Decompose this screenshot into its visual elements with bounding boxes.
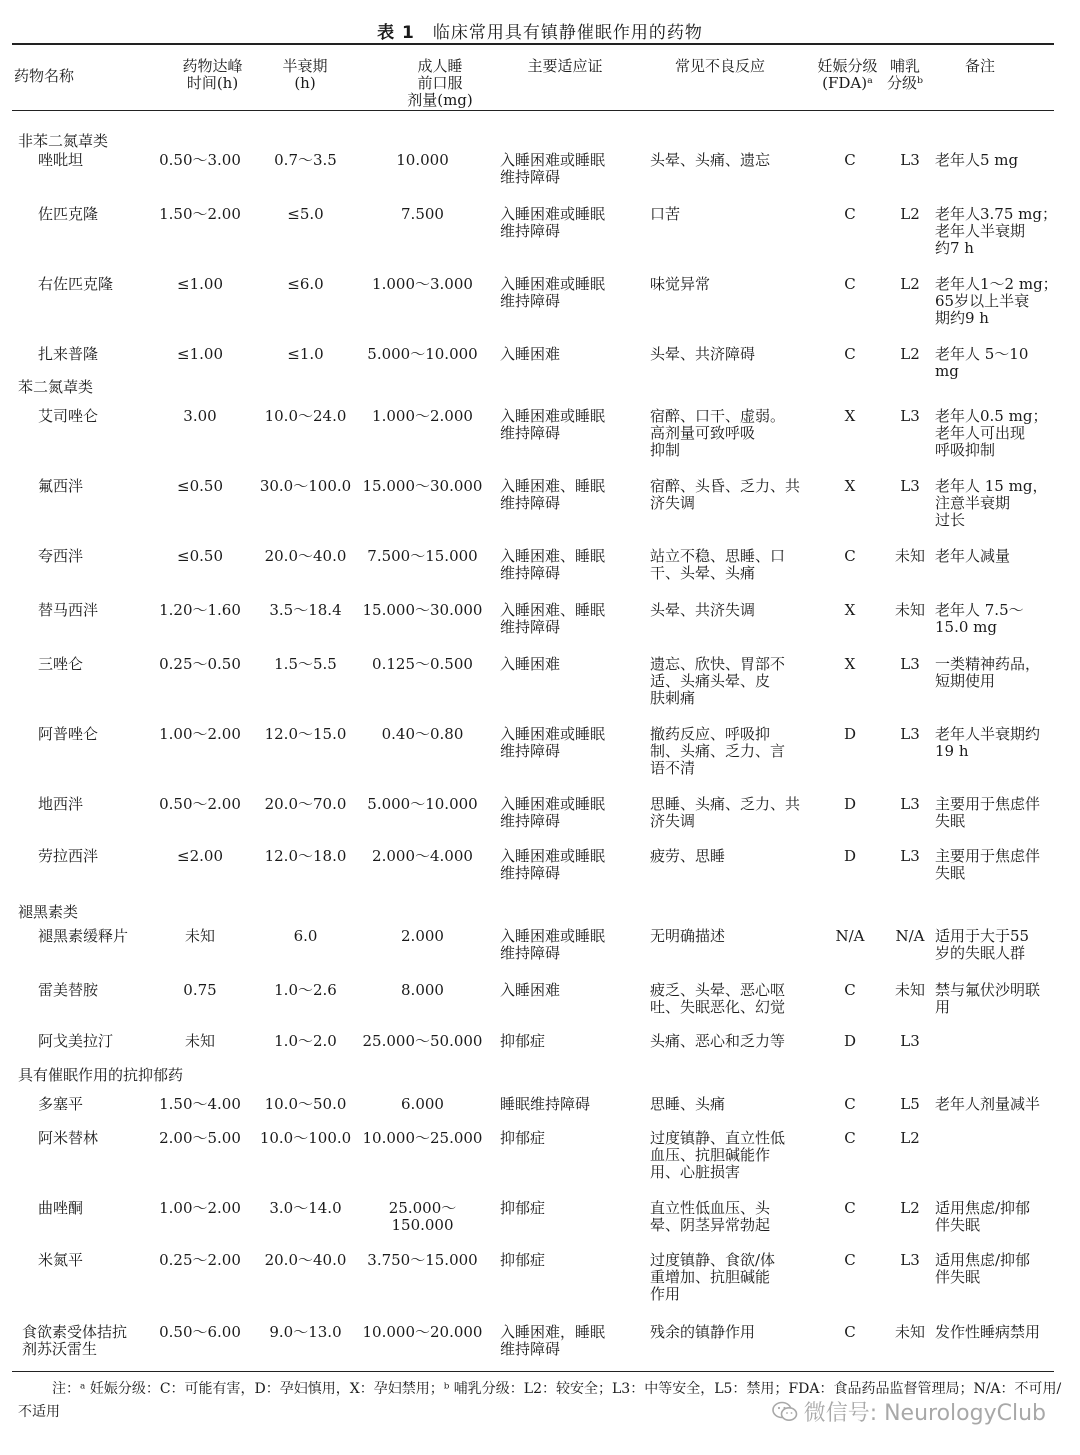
cell-remark: 适用焦虑/抑郁 伴失眠	[935, 1251, 1031, 1286]
cell-dose: 1.000～2.000	[372, 407, 473, 425]
cell-lactation-grade: L3	[900, 151, 920, 169]
cell-remark: 主要用于焦虑伴 失眠	[935, 795, 1041, 830]
cell-adverse-effects: 残余的镇静作用	[650, 1323, 756, 1341]
cell-lactation-grade: 未知	[894, 981, 925, 999]
cell-half-life: ≤1.0	[287, 345, 324, 363]
cell-adverse-effects: 头晕、共济失调	[650, 601, 756, 619]
cell-drug-name: 替马西泮	[38, 601, 99, 619]
cell-fda-grade: C	[844, 1129, 856, 1147]
table-title-text: 临床常用具有镇静催眠作用的药物	[432, 23, 703, 43]
cell-indication: 入睡困难或睡眠 维持障碍	[500, 205, 606, 240]
cell-drug-name: 艾司唑仑	[38, 407, 99, 425]
cell-dose: 0.40～0.80	[381, 725, 464, 743]
cell-fda-grade: C	[844, 1095, 856, 1113]
cell-fda-grade: C	[844, 547, 856, 565]
cell-dose: 7.500	[401, 205, 444, 223]
cell-indication: 入睡困难、睡眠 维持障碍	[500, 547, 606, 582]
category-heading: 具有催眠作用的抗抑郁药	[18, 1066, 184, 1084]
cell-fda-grade: C	[844, 205, 856, 223]
cell-adverse-effects: 思睡、头痛、乏力、共 济失调	[650, 795, 801, 830]
cell-lactation-grade: L2	[900, 205, 920, 223]
cell-fda-grade: X	[844, 407, 856, 425]
category-heading: 苯二氮䓬类	[18, 378, 94, 396]
column-header-half-life: 半衰期 (h)	[282, 57, 328, 92]
cell-peak-time: 未知	[184, 927, 215, 945]
category-heading: 非苯二氮䓬类	[18, 132, 109, 150]
cell-remark: 主要用于焦虑伴 失眠	[935, 847, 1041, 882]
cell-lactation-grade: L5	[900, 1095, 920, 1113]
cell-remark: 适用焦虑/抑郁 伴失眠	[935, 1199, 1031, 1234]
cell-lactation-grade: L3	[900, 847, 920, 865]
cell-adverse-effects: 遗忘、欣快、胃部不 适、头痛头晕、皮 肤刺痛	[650, 655, 786, 707]
cell-half-life: 20.0～40.0	[264, 547, 347, 565]
cell-lactation-grade: L3	[900, 725, 920, 743]
cell-drug-name: 扎来普隆	[38, 345, 99, 363]
cell-adverse-effects: 头晕、共济障碍	[650, 345, 756, 363]
cell-peak-time: 0.25～0.50	[159, 655, 241, 673]
cell-remark: 老年人0.5 mg； 老年人可出现 呼吸抑制	[935, 407, 1048, 459]
cell-indication: 入睡困难、睡眠 维持障碍	[500, 601, 606, 636]
top-rule	[12, 43, 1054, 45]
cell-peak-time: ≤0.50	[177, 477, 223, 495]
cell-half-life: 3.5～18.4	[269, 601, 342, 619]
column-header-drug-name: 药物名称	[14, 67, 75, 85]
cell-indication: 入睡困难或睡眠 维持障碍	[500, 725, 606, 760]
cell-dose: 6.000	[401, 1095, 444, 1113]
cell-peak-time: ≤0.50	[177, 547, 223, 565]
cell-adverse-effects: 味觉异常	[650, 275, 711, 293]
cell-remark: 老年人减量	[935, 547, 1011, 565]
cell-fda-grade: C	[844, 1323, 856, 1341]
cell-fda-grade: C	[844, 345, 856, 363]
cell-lactation-grade: N/A	[895, 927, 925, 945]
bottom-rule	[12, 1371, 1054, 1372]
cell-peak-time: 2.00～5.00	[159, 1129, 241, 1147]
cell-dose: 5.000～10.000	[367, 345, 478, 363]
cell-peak-time: 1.00～2.00	[159, 725, 241, 743]
cell-adverse-effects: 直立性低血压、头 晕、阴茎异常勃起	[650, 1199, 771, 1234]
cell-indication: 入睡困难或睡眠 维持障碍	[500, 407, 606, 442]
cell-indication: 入睡困难、睡眠 维持障碍	[500, 477, 606, 512]
header-rule	[12, 110, 1054, 111]
cell-lactation-grade: L2	[900, 345, 920, 363]
cell-indication: 抑郁症	[500, 1251, 546, 1269]
cell-indication: 抑郁症	[500, 1032, 546, 1050]
cell-dose: 15.000～30.000	[362, 477, 483, 495]
cell-peak-time: 3.00	[183, 407, 217, 425]
cell-remark: 一类精神药品， 短期使用	[935, 655, 1041, 690]
cell-indication: 入睡困难或睡眠 维持障碍	[500, 847, 606, 882]
cell-peak-time: ≤2.00	[177, 847, 223, 865]
cell-indication: 入睡困难或睡眠 维持障碍	[500, 275, 606, 310]
cell-lactation-grade: L3	[900, 1032, 920, 1050]
table-footnote: 注：ᵃ 妊娠分级：C：可能有害，D：孕妇慎用，X：孕妇禁用；ᵇ 哺乳分级：L2：较安全；L3：中等安全，L5：禁用；FDA：食品药品监督管理局；N/A：不可用/不适用	[18, 1381, 1062, 1420]
cell-half-life: 1.0～2.0	[274, 1032, 337, 1050]
category-heading: 褪黑素类	[18, 903, 79, 921]
cell-dose: 3.750～15.000	[367, 1251, 478, 1269]
cell-peak-time: 1.00～2.00	[159, 1199, 241, 1217]
cell-peak-time: 0.25～2.00	[159, 1251, 241, 1269]
cell-adverse-effects: 思睡、头痛	[650, 1095, 726, 1113]
cell-drug-name: 劳拉西泮	[38, 847, 99, 865]
cell-indication: 入睡困难	[500, 345, 561, 363]
cell-remark: 老年人 7.5～ 15.0 mg	[935, 601, 1024, 636]
column-header-peak-time: 药物达峰 时间(h)	[182, 57, 243, 92]
cell-remark: 老年人1～2 mg； 65岁以上半衰 期约9 h	[935, 275, 1058, 327]
cell-half-life: ≤6.0	[287, 275, 324, 293]
cell-half-life: 20.0～70.0	[264, 795, 347, 813]
cell-drug-name: 夸西泮	[38, 547, 84, 565]
cell-fda-grade: N/A	[835, 927, 865, 945]
cell-lactation-grade: 未知	[894, 601, 925, 619]
cell-indication: 入睡困难	[500, 981, 561, 999]
cell-fda-grade: X	[844, 477, 856, 495]
cell-drug-name: 食欲素受体拮抗 剂苏沃雷生	[22, 1323, 128, 1358]
cell-remark: 老年人剂量减半	[935, 1095, 1041, 1113]
cell-drug-name: 阿米替林	[38, 1129, 99, 1147]
cell-fda-grade: D	[843, 1032, 857, 1050]
cell-remark: 适用于大于55 岁的失眠人群	[935, 927, 1030, 962]
cell-fda-grade: C	[844, 1251, 856, 1269]
cell-remark: 老年人半衰期约 19 h	[935, 725, 1041, 760]
cell-half-life: 10.0～24.0	[264, 407, 347, 425]
cell-dose: 5.000～10.000	[367, 795, 478, 813]
table-label: 表 1	[377, 23, 415, 43]
table-title	[0, 18, 1080, 43]
cell-half-life: 12.0～15.0	[264, 725, 347, 743]
cell-remark: 老年人3.75 mg； 老年人半衰期 约7 h	[935, 205, 1057, 257]
column-header-adverse-effects: 常见不良反应	[674, 57, 765, 75]
column-header-remark: 备注	[964, 57, 995, 75]
cell-dose: 10.000	[396, 151, 449, 169]
cell-lactation-grade: L2	[900, 1199, 920, 1217]
cell-indication: 入睡困难或睡眠 维持障碍	[500, 151, 606, 186]
cell-indication: 抑郁症	[500, 1199, 546, 1217]
cell-fda-grade: X	[844, 601, 856, 619]
cell-dose: 7.500～15.000	[367, 547, 478, 565]
cell-adverse-effects: 口苦	[650, 205, 681, 223]
cell-dose: 25.000～50.000	[362, 1032, 483, 1050]
cell-half-life: ≤5.0	[287, 205, 324, 223]
cell-indication: 抑郁症	[500, 1129, 546, 1147]
cell-dose: 15.000～30.000	[362, 601, 483, 619]
cell-drug-name: 阿戈美拉汀	[38, 1032, 114, 1050]
cell-dose: 10.000～25.000	[362, 1129, 483, 1147]
cell-fda-grade: X	[844, 655, 856, 673]
cell-drug-name: 氟西泮	[38, 477, 84, 495]
cell-dose: 0.125～0.500	[372, 655, 473, 673]
watermark-text: 微信号: NeurologyClub	[803, 1401, 1046, 1426]
cell-peak-time: ≤1.00	[177, 275, 223, 293]
cell-drug-name: 多塞平	[38, 1095, 84, 1113]
cell-dose: 8.000	[401, 981, 444, 999]
cell-lactation-grade: L2	[900, 1129, 920, 1147]
column-header-indication: 主要适应证	[527, 57, 603, 75]
cell-fda-grade: D	[843, 725, 857, 743]
cell-peak-time: ≤1.00	[177, 345, 223, 363]
cell-adverse-effects: 宿醉、头昏、乏力、共 济失调	[650, 477, 801, 512]
watermark	[772, 1396, 1046, 1427]
cell-peak-time: 未知	[184, 1032, 215, 1050]
cell-lactation-grade: L3	[900, 655, 920, 673]
cell-half-life: 10.0～100.0	[259, 1129, 352, 1147]
cell-fda-grade: D	[843, 795, 857, 813]
cell-drug-name: 三唑仑	[38, 655, 84, 673]
cell-half-life: 6.0	[293, 927, 318, 945]
cell-dose: 1.000～3.000	[372, 275, 473, 293]
cell-lactation-grade: L3	[900, 407, 920, 425]
cell-lactation-grade: L3	[900, 477, 920, 495]
cell-adverse-effects: 无明确描述	[650, 927, 726, 945]
cell-indication: 入睡困难或睡眠 维持障碍	[500, 795, 606, 830]
cell-adverse-effects: 头痛、恶心和乏力等	[650, 1032, 786, 1050]
cell-peak-time: 0.50～6.00	[159, 1323, 241, 1341]
cell-adverse-effects: 疲乏、头晕、恶心呕 吐、失眠恶化、幻觉	[650, 981, 786, 1016]
column-header-lactation-grade: 哺乳 分级ᵇ	[887, 57, 923, 92]
cell-lactation-grade: 未知	[894, 547, 925, 565]
cell-drug-name: 米氮平	[38, 1251, 84, 1269]
cell-half-life: 12.0～18.0	[264, 847, 347, 865]
column-header-dose: 成人睡 前口服 剂量(mg)	[407, 57, 473, 109]
cell-remark: 发作性睡病禁用	[935, 1323, 1041, 1341]
cell-half-life: 1.5～5.5	[274, 655, 337, 673]
cell-dose: 25.000～150.000	[388, 1199, 457, 1234]
cell-lactation-grade: L2	[900, 275, 920, 293]
wechat-icon	[772, 1401, 798, 1423]
cell-half-life: 30.0～100.0	[259, 477, 352, 495]
cell-adverse-effects: 过度镇静、食欲/体 重增加、抗胆碱能 作用	[650, 1251, 776, 1303]
cell-dose: 2.000～4.000	[372, 847, 473, 865]
cell-drug-name: 地西泮	[38, 795, 84, 813]
cell-adverse-effects: 站立不稳、思睡、口 干、头晕、头痛	[650, 547, 786, 582]
cell-drug-name: 右佐匹克隆	[38, 275, 114, 293]
cell-drug-name: 雷美替胺	[38, 981, 99, 999]
cell-lactation-grade: L3	[900, 1251, 920, 1269]
cell-peak-time: 1.50～4.00	[159, 1095, 241, 1113]
cell-remark: 老年人 15 mg， 注意半衰期 过长	[935, 477, 1048, 529]
cell-adverse-effects: 撤药反应、呼吸抑 制、头痛、乏力、言 语不清	[650, 725, 786, 777]
cell-dose: 10.000～20.000	[362, 1323, 483, 1341]
cell-half-life: 10.0～50.0	[264, 1095, 347, 1113]
cell-fda-grade: C	[844, 1199, 856, 1217]
cell-peak-time: 0.50～3.00	[159, 151, 241, 169]
cell-drug-name: 佐匹克隆	[38, 205, 99, 223]
cell-half-life: 20.0～40.0	[264, 1251, 347, 1269]
cell-remark: 老年人 5～10 mg	[935, 345, 1029, 380]
cell-fda-grade: C	[844, 981, 856, 999]
cell-lactation-grade: L3	[900, 795, 920, 813]
cell-drug-name: 阿普唑仑	[38, 725, 99, 743]
cell-peak-time: 0.75	[183, 981, 217, 999]
cell-fda-grade: D	[843, 847, 857, 865]
cell-adverse-effects: 头晕、头痛、遗忘	[650, 151, 771, 169]
cell-adverse-effects: 疲劳、思睡	[650, 847, 726, 865]
cell-drug-name: 褪黑素缓释片	[38, 927, 129, 945]
cell-half-life: 9.0～13.0	[269, 1323, 342, 1341]
cell-peak-time: 0.50～2.00	[159, 795, 241, 813]
cell-lactation-grade: 未知	[894, 1323, 925, 1341]
cell-remark: 禁与氟伏沙明联 用	[935, 981, 1041, 1016]
cell-adverse-effects: 宿醉、口干、虚弱。 高剂量可致呼吸 抑制	[650, 407, 786, 459]
cell-half-life: 1.0～2.6	[274, 981, 337, 999]
cell-indication: 睡眠维持障碍	[500, 1095, 591, 1113]
cell-drug-name: 曲唑酮	[38, 1199, 84, 1217]
cell-half-life: 0.7～3.5	[274, 151, 337, 169]
cell-drug-name: 唑吡坦	[38, 151, 84, 169]
cell-peak-time: 1.50～2.00	[159, 205, 241, 223]
cell-adverse-effects: 过度镇静、直立性低 血压、抗胆碱能作 用、心脏损害	[650, 1129, 786, 1181]
cell-dose: 2.000	[401, 927, 444, 945]
column-header-fda-grade: 妊娠分级 (FDA)ᵃ	[817, 57, 878, 92]
cell-indication: 入睡困难或睡眠 维持障碍	[500, 927, 606, 962]
cell-fda-grade: C	[844, 275, 856, 293]
cell-fda-grade: C	[844, 151, 856, 169]
cell-indication: 入睡困难	[500, 655, 561, 673]
cell-indication: 入睡困难，睡眠 维持障碍	[500, 1323, 606, 1358]
cell-remark: 老年人5 mg	[935, 151, 1019, 169]
cell-peak-time: 1.20～1.60	[159, 601, 241, 619]
cell-half-life: 3.0～14.0	[269, 1199, 342, 1217]
